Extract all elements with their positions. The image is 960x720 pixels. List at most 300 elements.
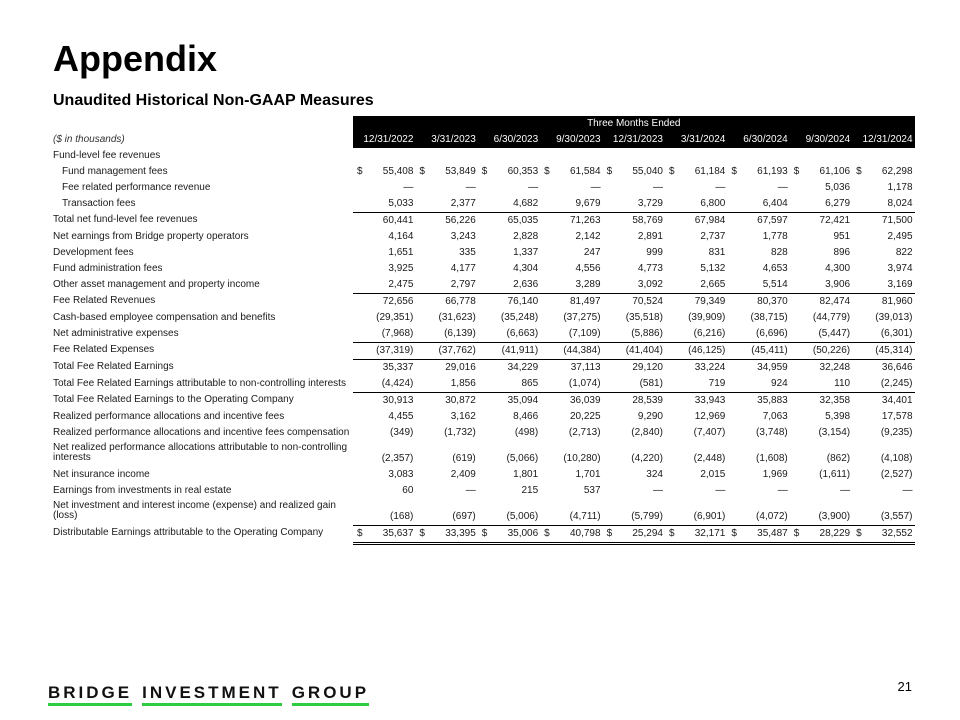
table-cell: [665, 229, 727, 245]
table-cell: [852, 359, 914, 376]
row-label: Fee related performance revenue: [62, 182, 211, 193]
cell-value: 828: [771, 247, 788, 258]
table-cell: [665, 164, 727, 180]
table-row: [53, 525, 915, 545]
cell-value: (6,663): [506, 328, 539, 339]
cell-value: (4,220): [631, 453, 663, 464]
table-cell: [540, 196, 602, 212]
cell-value: 999: [646, 247, 663, 258]
table-cell: [665, 180, 727, 196]
table-cell: [540, 376, 602, 392]
table-cell: [415, 525, 477, 545]
table-cell: [665, 525, 727, 545]
table-cell: [353, 342, 415, 359]
cell-value: 33,943: [694, 395, 726, 406]
cell-value: (168): [390, 511, 414, 522]
table-cell: [852, 467, 914, 483]
cell-value: (6,139): [444, 328, 476, 339]
cell-value: 79,349: [694, 296, 726, 307]
table-cell: [790, 441, 852, 467]
cell-value: (2,357): [381, 453, 414, 464]
table-cell: [790, 164, 852, 180]
table-cell: [727, 359, 789, 376]
table-cell: [852, 293, 914, 310]
cell-value: (2,840): [631, 427, 663, 438]
cell-value: 29,016: [445, 362, 476, 373]
table-cell: [790, 392, 852, 409]
cell-value: 66,778: [445, 296, 476, 307]
unit-label: ($ in thousands): [53, 134, 125, 145]
cell-value: 4,773: [637, 263, 663, 274]
cell-value: 2,737: [700, 231, 726, 242]
table-cell: [478, 148, 540, 164]
table-cell: [790, 342, 852, 359]
cell-value: 2,665: [700, 279, 726, 290]
table-cell: [852, 342, 914, 359]
table-cell: [415, 326, 477, 342]
table-cell: [852, 245, 914, 261]
cell-value: 61,106: [819, 166, 851, 177]
table-cell: [415, 467, 477, 483]
cell-value: 55,408: [382, 166, 414, 177]
table-cell: [540, 148, 602, 164]
table-cell: [790, 359, 852, 376]
table-cell: [665, 409, 727, 425]
table-cell: [540, 425, 602, 441]
cell-value: 2,636: [513, 279, 539, 290]
cell-value: 2,495: [887, 231, 913, 242]
table-cell: [790, 425, 852, 441]
cell-value: —: [715, 485, 726, 496]
table-cell: [603, 164, 665, 180]
row-label: Total Fee Related Earnings: [53, 361, 174, 372]
cell-value: 2,377: [450, 198, 476, 209]
page-number: 21: [897, 679, 912, 694]
table-cell: [478, 525, 540, 545]
row-label: Net earnings from Bridge property operators: [53, 231, 249, 242]
table-cell: [852, 148, 914, 164]
column-header: 9/30/2023: [540, 132, 602, 148]
table-cell: [415, 164, 477, 180]
cell-value: 2,475: [388, 279, 414, 290]
cell-value: (5,886): [631, 328, 663, 339]
table-cell: [852, 525, 914, 545]
dollar-sign: $: [419, 528, 425, 539]
table-cell: [665, 326, 727, 342]
cell-value: 34,229: [507, 362, 539, 373]
table-cell: [727, 326, 789, 342]
cell-value: 40,798: [569, 528, 601, 539]
table-cell: [603, 229, 665, 245]
non-gaap-table: [53, 116, 915, 545]
cell-value: (29,351): [376, 312, 414, 323]
row-label: Fund-level fee revenues: [53, 150, 161, 161]
table-cell: [353, 277, 415, 293]
cell-value: (45,314): [875, 345, 913, 356]
dollar-sign: $: [731, 166, 737, 177]
row-label: Total Fee Related Earnings to the Operating Company: [53, 394, 294, 405]
table-column-header-row: [53, 132, 915, 148]
cell-value: (3,748): [756, 427, 788, 438]
table-row: [53, 148, 915, 164]
cell-value: (41,911): [501, 345, 539, 356]
table-row: [53, 441, 915, 467]
cell-value: 61,184: [694, 166, 726, 177]
table-cell: [478, 499, 540, 525]
table-cell: [540, 277, 602, 293]
cell-value: 81,497: [569, 296, 601, 307]
cell-value: 4,304: [513, 263, 539, 274]
cell-value: 4,653: [762, 263, 788, 274]
table-row: [53, 467, 915, 483]
table-cell: [790, 483, 852, 499]
table-cell: [415, 499, 477, 525]
cell-value: 3,243: [450, 231, 476, 242]
table-cell: [603, 467, 665, 483]
table-cell: [478, 326, 540, 342]
cell-value: —: [652, 182, 663, 193]
table-cell: [478, 261, 540, 277]
table-row: [53, 376, 915, 392]
cell-value: 32,552: [881, 528, 913, 539]
cell-value: 60: [402, 485, 414, 496]
table-cell: [852, 310, 914, 326]
cell-value: 865: [521, 378, 539, 389]
cell-value: (6,301): [880, 328, 913, 339]
dollar-sign: $: [357, 528, 363, 539]
row-label: Cash-based employee compensation and benefits: [53, 312, 276, 323]
row-label: Development fees: [53, 247, 134, 258]
table-cell: [665, 499, 727, 525]
table-cell: [415, 261, 477, 277]
cell-value: (7,109): [568, 328, 601, 339]
cell-value: (3,154): [818, 427, 851, 438]
cell-value: (4,072): [756, 511, 788, 522]
table-cell: [603, 525, 665, 545]
table-cell: [665, 376, 727, 392]
cell-value: (45,411): [751, 345, 788, 356]
cell-value: 33,395: [445, 528, 476, 539]
table-cell: [478, 467, 540, 483]
table-cell: [790, 310, 852, 326]
table-cell: [603, 245, 665, 261]
table-cell: [727, 483, 789, 499]
table-cell: [852, 196, 914, 212]
cell-value: 215: [521, 485, 539, 496]
table-cell: [665, 342, 727, 359]
table-cell: [603, 499, 665, 525]
cell-value: 5,514: [762, 279, 788, 290]
cell-value: 71,500: [881, 215, 913, 226]
table-row: [53, 359, 915, 376]
cell-value: 3,906: [825, 279, 851, 290]
table-cell: [415, 310, 477, 326]
cell-value: (2,527): [880, 469, 913, 480]
cell-value: 3,729: [637, 198, 663, 209]
cell-value: 81,960: [881, 296, 913, 307]
row-label: Fund administration fees: [53, 263, 163, 274]
cell-value: 28,539: [632, 395, 663, 406]
table-cell: [353, 196, 415, 212]
cell-value: 36,646: [881, 362, 913, 373]
table-cell: [727, 310, 789, 326]
table-row: [53, 310, 915, 326]
table-cell: [790, 376, 852, 392]
cell-value: 35,637: [382, 528, 414, 539]
table-row: [53, 293, 915, 310]
table-body: [53, 148, 915, 545]
cell-value: —: [777, 485, 788, 496]
table-cell: [540, 180, 602, 196]
cell-value: 2,891: [637, 231, 663, 242]
cell-value: (4,424): [381, 378, 414, 389]
cell-value: (1,732): [444, 427, 476, 438]
cell-value: 20,225: [569, 411, 601, 422]
table-cell: [790, 499, 852, 525]
table-cell: [727, 392, 789, 409]
table-cell: [353, 441, 415, 467]
cell-value: (862): [826, 453, 851, 464]
table-row: [53, 409, 915, 425]
table-cell: [353, 499, 415, 525]
row-label: Net realized performance allocations attributable to non-controlling interests: [53, 442, 348, 463]
cell-value: (37,275): [563, 312, 601, 323]
table-cell: [353, 392, 415, 409]
table-cell: [727, 277, 789, 293]
cell-value: 58,769: [632, 215, 663, 226]
cell-value: 7,063: [762, 411, 788, 422]
cell-value: 62,298: [881, 166, 913, 177]
cell-value: (44,779): [812, 312, 851, 323]
group-header: Three Months Ended: [353, 116, 915, 132]
table-cell: [603, 409, 665, 425]
dollar-sign: $: [793, 166, 800, 177]
table-cell: [540, 392, 602, 409]
table-cell: [478, 293, 540, 310]
table-cell: [353, 425, 415, 441]
cell-value: 80,370: [757, 296, 788, 307]
cell-value: (1,074): [568, 378, 601, 389]
table-cell: [478, 376, 540, 392]
cell-value: 55,040: [632, 166, 663, 177]
cell-value: 822: [895, 247, 913, 258]
cell-value: 2,142: [575, 231, 601, 242]
cell-value: —: [652, 485, 663, 496]
cell-value: 2,015: [700, 469, 726, 480]
table-cell: [415, 392, 477, 409]
cell-value: 1,801: [513, 469, 539, 480]
row-label: Total net fund-level fee revenues: [53, 214, 198, 225]
table-cell: [852, 392, 914, 409]
table-cell: [540, 229, 602, 245]
table-cell: [540, 483, 602, 499]
table-cell: [603, 441, 665, 467]
table-cell: [353, 376, 415, 392]
table-cell: [727, 467, 789, 483]
dollar-sign: $: [856, 166, 862, 177]
table-cell: [353, 180, 415, 196]
table-cell: [603, 483, 665, 499]
table-cell: [665, 293, 727, 310]
table-cell: [727, 376, 789, 392]
table-cell: [852, 425, 914, 441]
cell-value: 34,401: [881, 395, 913, 406]
cell-value: 32,248: [819, 362, 851, 373]
cell-value: 61,193: [757, 166, 788, 177]
table-cell: [852, 261, 914, 277]
cell-value: 32,171: [694, 528, 726, 539]
table-cell: [603, 293, 665, 310]
table-row: [53, 277, 915, 293]
cell-value: 324: [646, 469, 663, 480]
table-cell: [790, 293, 852, 310]
dollar-sign: $: [668, 528, 675, 539]
table-cell: [665, 245, 727, 261]
cell-value: (5,066): [506, 453, 539, 464]
dollar-sign: $: [731, 528, 737, 539]
table-cell: [415, 376, 477, 392]
cell-value: (5,006): [506, 511, 539, 522]
cell-value: 1,178: [887, 182, 913, 193]
cell-value: 9,679: [575, 198, 601, 209]
cell-value: 17,578: [881, 411, 913, 422]
cell-value: 896: [833, 247, 851, 258]
table-cell: [540, 164, 602, 180]
table-cell: [603, 342, 665, 359]
row-label: Transaction fees: [62, 198, 136, 209]
column-header: 3/31/2023: [415, 132, 477, 148]
cell-value: 33,224: [694, 362, 726, 373]
table-cell: [603, 326, 665, 342]
table-cell: [603, 261, 665, 277]
cell-value: 34,959: [757, 362, 788, 373]
cell-value: 6,279: [825, 198, 851, 209]
table-row: [53, 180, 915, 196]
table-cell: [852, 499, 914, 525]
table-row: [53, 499, 915, 525]
table-cell: [353, 261, 415, 277]
table-row: [53, 164, 915, 180]
cell-value: 537: [583, 485, 601, 496]
cell-value: (38,715): [750, 312, 788, 323]
table-cell: [603, 359, 665, 376]
cell-value: 35,006: [507, 528, 539, 539]
cell-value: (6,901): [693, 511, 726, 522]
cell-value: (619): [452, 453, 476, 464]
cell-value: (1,611): [819, 469, 851, 480]
cell-value: 1,969: [762, 469, 788, 480]
table-cell: [415, 483, 477, 499]
cell-value: 37,113: [570, 362, 601, 373]
cell-value: 3,289: [575, 279, 601, 290]
table-cell: [478, 425, 540, 441]
table-cell: [665, 196, 727, 212]
cell-value: 30,913: [382, 395, 414, 406]
table-cell: [603, 212, 665, 229]
cell-value: (498): [514, 427, 539, 438]
cell-value: (35,518): [625, 312, 663, 323]
table-row: [53, 196, 915, 212]
logo-word: INVESTMENT: [142, 684, 282, 706]
cell-value: (2,713): [568, 427, 601, 438]
dollar-sign: $: [606, 528, 613, 539]
table-cell: [415, 229, 477, 245]
table-cell: [603, 376, 665, 392]
table-row: [53, 392, 915, 409]
cell-value: 2,828: [513, 231, 539, 242]
table-cell: [727, 261, 789, 277]
table-cell: [790, 212, 852, 229]
cell-value: 12,969: [694, 411, 726, 422]
table-cell: [603, 277, 665, 293]
logo-word: GROUP: [292, 684, 369, 706]
cell-value: 1,651: [388, 247, 414, 258]
table-cell: [478, 212, 540, 229]
table-cell: [852, 376, 914, 392]
cell-value: 72,656: [382, 296, 414, 307]
logo-word: BRIDGE: [48, 684, 132, 706]
table-cell: [852, 229, 914, 245]
table-cell: [415, 277, 477, 293]
table-cell: [852, 164, 914, 180]
cell-value: (3,557): [880, 511, 913, 522]
cell-value: 9,290: [637, 411, 663, 422]
cell-value: (35,248): [500, 312, 539, 323]
cell-value: 719: [708, 378, 726, 389]
cell-value: 25,294: [632, 528, 663, 539]
column-header: 9/30/2024: [790, 132, 852, 148]
cell-value: (10,280): [563, 453, 601, 464]
table-cell: [540, 245, 602, 261]
table-cell: [415, 425, 477, 441]
cell-value: (9,235): [880, 427, 913, 438]
cell-value: 4,300: [825, 263, 851, 274]
table-cell: [540, 342, 602, 359]
table-cell: [665, 441, 727, 467]
table-cell: [353, 359, 415, 376]
column-header: 12/31/2023: [603, 132, 665, 148]
cell-value: 3,092: [637, 279, 663, 290]
table-cell: [540, 525, 602, 545]
cell-value: 82,474: [819, 296, 851, 307]
table-row: [53, 326, 915, 342]
cell-value: 1,337: [513, 247, 539, 258]
cell-value: 4,455: [388, 411, 414, 422]
cell-value: (5,799): [631, 511, 663, 522]
column-header: 12/31/2022: [353, 132, 415, 148]
cell-value: (697): [452, 511, 476, 522]
table-cell: [852, 483, 914, 499]
table-cell: [727, 180, 789, 196]
table-cell: [478, 310, 540, 326]
cell-value: (46,125): [688, 345, 726, 356]
cell-value: —: [902, 485, 913, 496]
cell-value: 335: [459, 247, 476, 258]
cell-value: 1,856: [450, 378, 476, 389]
table-cell: [727, 293, 789, 310]
table-cell: [665, 467, 727, 483]
dollar-sign: $: [481, 528, 488, 539]
row-label: Total Fee Related Earnings attributable to non-controlling interests: [53, 378, 346, 389]
cell-value: 5,033: [388, 198, 414, 209]
cell-value: 3,169: [887, 279, 913, 290]
table-cell: [415, 441, 477, 467]
table-cell: [540, 212, 602, 229]
table-cell: [790, 180, 852, 196]
cell-value: (4,711): [569, 511, 601, 522]
table-cell: [727, 525, 789, 545]
column-header: 12/31/2024: [852, 132, 914, 148]
